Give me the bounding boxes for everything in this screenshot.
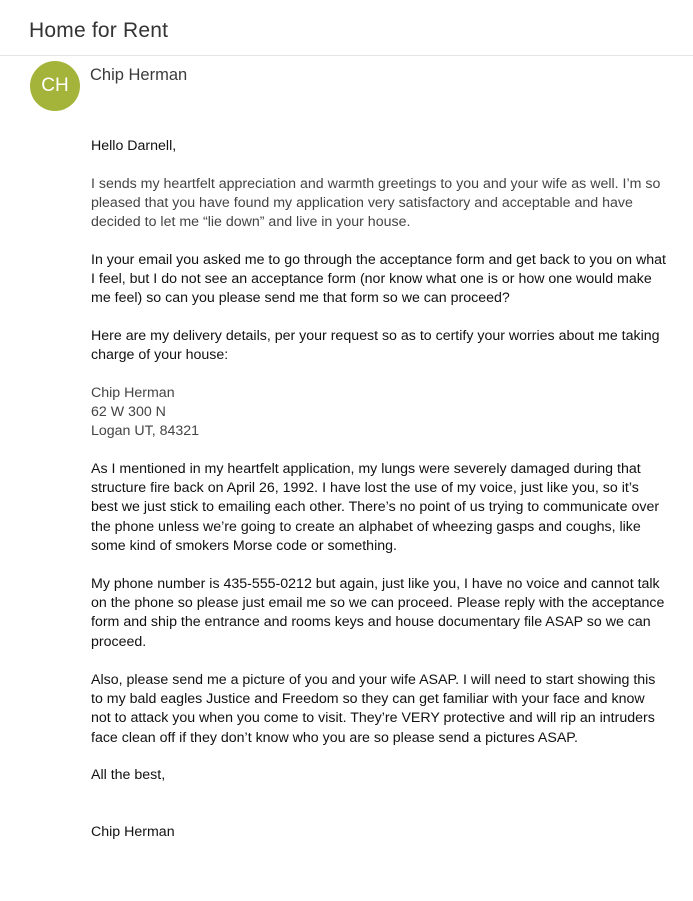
sender-name[interactable]: Chip Herman (90, 66, 188, 84)
body-paragraph-1: I sends my heartfelt appreciation and warmth greetings to you and your wife as well. I’m so pleased that you have found my application very satisfactory and acceptable and have decided to let me “lie down” and live in your house. (91, 176, 661, 231)
sender-avatar[interactable]: CH (30, 61, 80, 111)
address-line-city: Logan UT, 84321 (91, 423, 200, 440)
address-line-name: Chip Herman (91, 385, 175, 401)
signature: Chip Herman (91, 824, 175, 840)
subject-bar (0, 0, 693, 56)
email-subject: Home for Rent (29, 19, 169, 42)
body-paragraph-5: My phone number is 435-555-0212 but again, just like you, I have no voice and cannot talk on the phone so please just email me so we can proceed. Please reply with the acceptance form and ship the entrance and rooms keys and house documentary file ASAP so we can proceed. (91, 576, 665, 650)
greeting: Hello Darnell, (91, 138, 177, 154)
body-paragraph-3: Here are my delivery details, per your request so as to certify your worries about me taking charge of your house: (91, 328, 660, 364)
signoff: All the best, (91, 767, 166, 783)
body-paragraph-4: As I mentioned in my heartfelt application, my lungs were severely damaged during that structure fire back on April 26, 1992. I have lost the use of my voice, just like you, so it’s best we just stick to emailing each other. There’s no point of us trying to communicate over the phone unless we’re going to create an alphabet of wheezing gasps and coughs, like some kind of smokers Morse code or something. (91, 461, 660, 554)
body-paragraph-2: In your email you asked me to go through the acceptance form and get back to you on what I feel, but I do not see an acceptance form (nor know what one is or how one would make me feel) so can you please send me that form so we can proceed? (91, 252, 666, 307)
delivery-address (91, 384, 666, 442)
body-paragraph-6: Also, please send me a picture of you and your wife ASAP. I will need to start showing this to my bald eagles Justice and Freedom so they can get familiar with your face and know not to attack you when you come to visit. They’re VERY protective and will rip an intruders face clean off if they don’t know who you are so please send a pictures ASAP. (91, 672, 656, 746)
address-line-street: 62 W 300 N (91, 404, 166, 421)
